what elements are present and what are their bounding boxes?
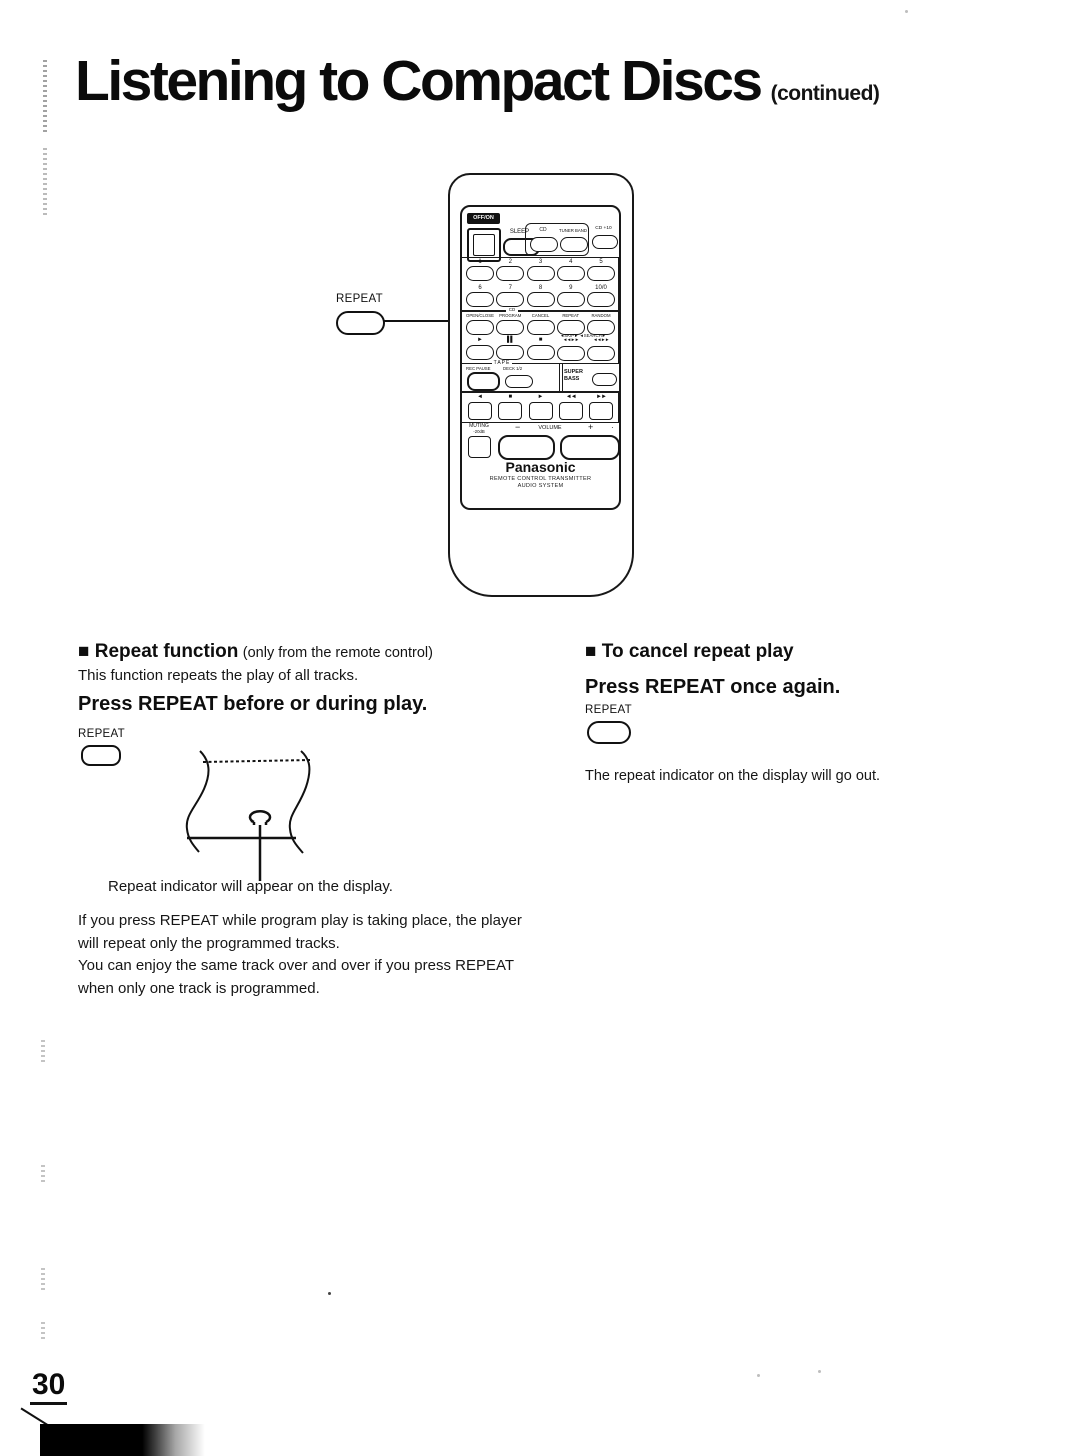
program-button: [496, 320, 524, 335]
number-key: 3: [527, 259, 555, 281]
muting-label: MUTING: [469, 423, 489, 429]
number-button-5: [587, 266, 615, 281]
number-button-4: [557, 266, 585, 281]
display-figure: [170, 745, 320, 885]
cancel-repeat-desc: The repeat indicator on the display will go out.: [585, 768, 881, 784]
scan-smudge: [41, 1322, 45, 1340]
pause-key: [496, 337, 524, 361]
stop-button: [527, 345, 555, 360]
scan-smudge: [41, 1165, 45, 1185]
program-key: PROGRAM: [496, 313, 524, 335]
page-title-suffix: (continued): [770, 82, 880, 105]
repeat-function-desc: This function repeats the play of all tracks.: [78, 667, 359, 684]
scan-smudge: [43, 148, 47, 218]
cd-transport-row: [466, 337, 615, 361]
number-key: 7: [496, 285, 524, 307]
tape-section-label: TAPE: [493, 359, 511, 366]
number-key: 6: [466, 285, 494, 307]
volume-plus-label: +: [588, 422, 594, 432]
repeat-button-figure: [81, 745, 121, 766]
remote-panel: [460, 205, 621, 510]
page-title: Listening to Compact Discs: [75, 49, 761, 113]
power-badge: OFF/ON: [467, 213, 500, 224]
brand-sub2: AUDIO SYSTEM: [517, 483, 564, 489]
press-repeat-again-heading: Press REPEAT once again.: [585, 676, 841, 698]
callout-repeat-button: [336, 311, 385, 335]
number-key: 4: [557, 259, 585, 281]
number-key: 5: [587, 259, 615, 281]
skip-search-label: ◄SKIP► ◄SEARCH►: [560, 333, 606, 338]
tape-rewind-key: [466, 394, 494, 420]
skip-icon: ◄◄►►: [562, 337, 579, 342]
open-close-button: [466, 320, 494, 335]
number-key: 2: [496, 259, 524, 281]
cd-plus10-label: CD +10: [595, 226, 612, 231]
page-title-row: [75, 48, 879, 114]
number-row-1: [466, 259, 615, 281]
number-key: 8: [527, 285, 555, 307]
number-row-2: [466, 285, 615, 307]
random-key: RANDOM: [587, 313, 615, 335]
repeat-button-figure-right: [587, 721, 631, 744]
repeat-function-heading: ■ Repeat function (only from the remote control): [78, 641, 433, 662]
number-button-10-0: [587, 292, 615, 307]
repeat-button-label: REPEAT: [78, 728, 125, 740]
search-icon: ◄◄►►: [593, 337, 609, 342]
cd-section-label: CD: [506, 307, 518, 312]
repeat-indicator-icon: [250, 811, 270, 825]
cancel-key: CANCEL: [527, 313, 555, 335]
volume-label: VOLUME: [538, 425, 562, 431]
play-icon: ►: [477, 337, 483, 343]
super-bass-box: [559, 363, 620, 393]
play-button: [466, 345, 494, 360]
stop-key: [527, 337, 555, 361]
deck-button: [505, 375, 533, 388]
open-close-key: OPEN/CLOSE: [466, 313, 494, 335]
number-button-7: [496, 292, 524, 307]
tape-stop-key: [496, 394, 524, 420]
tape-rew-button: [559, 402, 583, 420]
page-number-wrap: [30, 1368, 67, 1402]
tape-stop-icon: ■: [508, 394, 513, 400]
play-key: [466, 337, 494, 361]
scan-blob: [40, 1424, 205, 1456]
number-button-1: [466, 266, 494, 281]
tape-rew-key: [557, 394, 585, 420]
scan-dot: [328, 1292, 331, 1295]
volume-dot: ·: [611, 423, 614, 432]
muting-button: [468, 436, 491, 458]
tape-stop-button: [498, 402, 522, 420]
super-bass-button: [592, 373, 617, 386]
tape-left-button: [468, 402, 492, 420]
cd-label: CD: [539, 227, 547, 233]
tuner-band-button: [560, 237, 588, 252]
scan-dot: [905, 10, 908, 13]
display-top-edge: [203, 760, 310, 762]
deck-label: DECK 1/2: [503, 366, 523, 371]
number-button-3: [527, 266, 555, 281]
scan-smudge: [41, 1268, 45, 1290]
number-button-6: [466, 292, 494, 307]
volume-up-button: [560, 435, 620, 460]
rec-pause-button: [467, 372, 500, 391]
stop-icon: ■: [538, 337, 543, 343]
tape-play-key: [527, 394, 555, 420]
search-button: [587, 346, 615, 361]
number-button-2: [496, 266, 524, 281]
skip-key: [557, 337, 585, 361]
scan-dot: [818, 1370, 821, 1373]
pause-icon: ▌▌: [506, 337, 514, 343]
tape-play-button: [529, 402, 553, 420]
super-bass-label: SUPER BASS: [564, 369, 583, 382]
tape-play-icon: ►: [537, 394, 544, 400]
tape-ff-key: [587, 394, 615, 420]
number-button-9: [557, 292, 585, 307]
scan-dot: [757, 1374, 760, 1377]
repeat-key: REPEAT: [557, 313, 585, 335]
brand-logo: Panasonic: [505, 459, 576, 475]
tape-ff-button: [589, 402, 613, 420]
display-caption: Repeat indicator will appear on the display.: [108, 878, 393, 895]
repeat-button-label-right: REPEAT: [585, 704, 632, 716]
callout-repeat-label: REPEAT: [336, 293, 383, 305]
tape-left-icon: ◄: [477, 394, 483, 400]
repeat-note-1: If you press REPEAT while program play is taking place, the player will repeat only the programmed tracks.: [78, 912, 522, 952]
number-key: 9: [557, 285, 585, 307]
repeat-note-2: You can enjoy the same track over and over if you press REPEAT when only one track is programmed.: [78, 957, 514, 997]
muting-sub-label: -20dB: [473, 429, 485, 434]
volume-down-button: [498, 435, 555, 460]
scan-smudge: [41, 1040, 45, 1064]
tape-ff-icon: ►►: [596, 394, 606, 400]
volume-minus-label: −: [515, 422, 521, 432]
tuner-band-label: TUNER BAND: [559, 228, 587, 233]
search-key: [587, 337, 615, 361]
number-button-8: [527, 292, 555, 307]
rec-pause-label: REC PAUSE: [466, 366, 491, 371]
pause-button: [496, 345, 524, 360]
tape-transport-row: [466, 394, 615, 420]
scan-smudge: [43, 60, 47, 132]
cd-button: [530, 237, 558, 252]
number-key: 10/0: [587, 285, 615, 307]
remote-control-diagram: [448, 173, 634, 597]
brand-sub1: REMOTE CONTROL TRANSMITTER: [489, 476, 592, 482]
page-number: 30: [30, 1368, 67, 1405]
cd-function-row: [466, 313, 615, 335]
press-repeat-heading: Press REPEAT before or during play.: [78, 693, 428, 715]
number-key: 1: [466, 259, 494, 281]
cancel-repeat-heading: ■ To cancel repeat play: [585, 641, 794, 662]
cd-plus10-button: [592, 235, 618, 249]
tape-rew-icon: ◄◄: [565, 394, 576, 400]
power-button-inner: [473, 234, 495, 256]
sleep-label: SLEEP: [509, 229, 530, 235]
skip-button: [557, 346, 585, 361]
